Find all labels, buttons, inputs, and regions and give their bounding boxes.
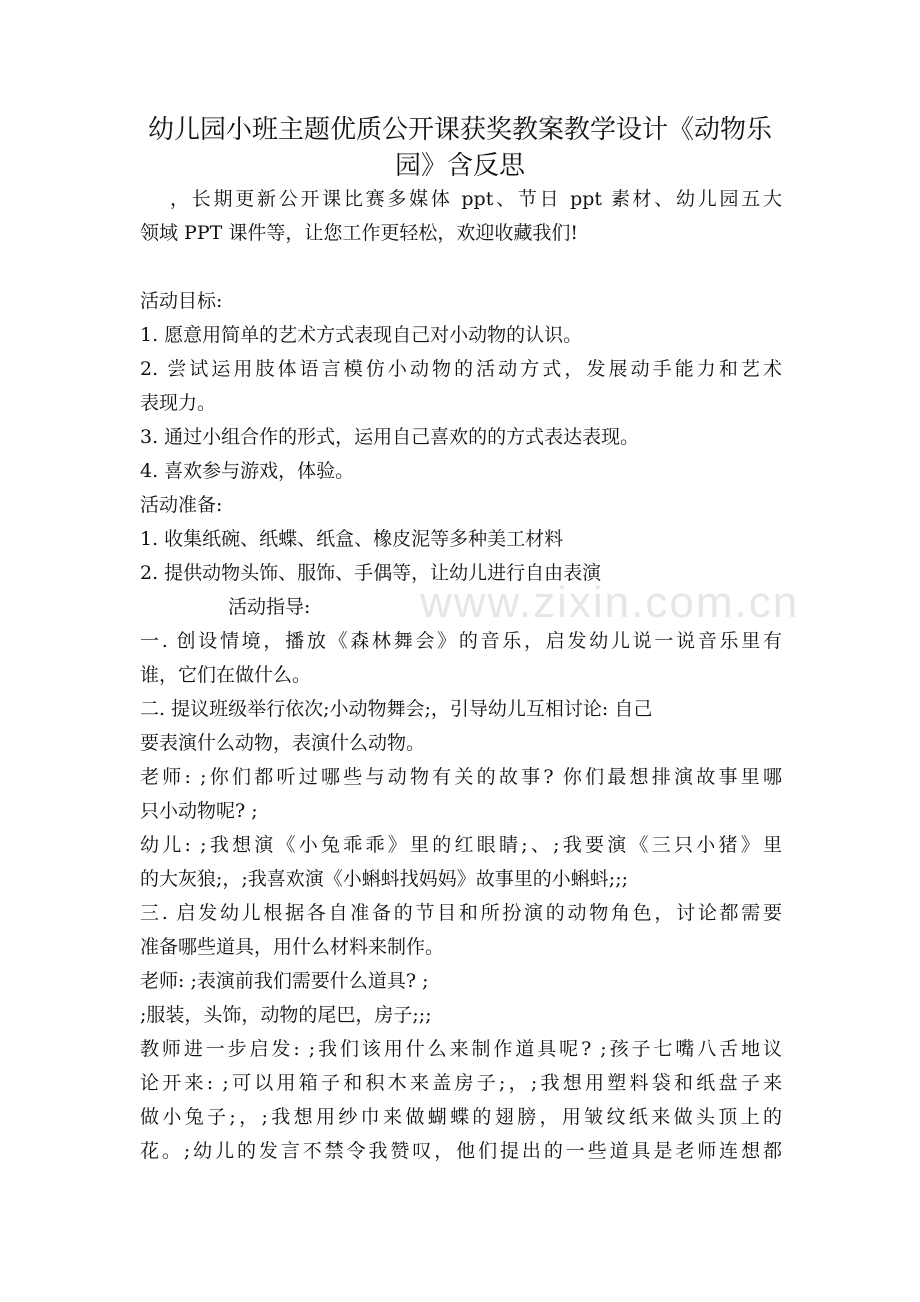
objective-1: 1. 愿意用简单的艺术方式表现自己对小动物的认识。 (140, 324, 583, 346)
objective-2-line-1: 2. 尝试运用肢体语言模仿小动物的活动方式，发展动手能力和艺术 (140, 358, 782, 380)
objective-2-line-2: 表现力。 (140, 392, 217, 414)
guidance-3-line-1: 三. 启发幼儿根据各自准备的节目和所扮演的动物角色，讨论都需要 (140, 902, 782, 924)
teacher-question-line-1: 老师: ;你们都听过哪些与动物有关的故事? 你们最想排演故事里哪 (140, 766, 782, 788)
preparation-2: 2. 提供动物头饰、服饰、手偶等，让幼儿进行自由表演 (140, 562, 602, 584)
guidance-2-line-2: 要表演什么动物，表演什么动物。 (140, 732, 426, 754)
intro-line-1: ，长期更新公开课比赛多媒体 ppt、节日 ppt 素材、幼儿园五大 (170, 188, 782, 210)
objective-4: 4. 喜欢参与游戏，体验。 (140, 460, 355, 482)
objective-3: 3. 通过小组合作的形式，运用自己喜欢的的方式表达表现。 (140, 426, 640, 448)
teacher-question-line-2: 只小动物呢? ; (140, 800, 258, 822)
teacher-prompt-line-4: 花。;幼儿的发言不禁令我赞叹，他们提出的一些道具是老师连想都 (140, 1140, 782, 1162)
teacher-props-question: 老师: ;表演前我们需要什么道具? ; (140, 970, 429, 992)
heading-preparation: 活动准备: (140, 494, 223, 516)
children-answer-line-1: 幼儿: ;我想演《小兔乖乖》里的红眼睛;、;我要演《三只小猪》里 (140, 834, 782, 856)
preparation-1: 1. 收集纸碗、纸蝶、纸盒、橡皮泥等多种美工材料 (140, 528, 564, 550)
guidance-3-line-2: 准备哪些道具，用什么材料来制作。 (140, 936, 445, 958)
title-line-2: 园》含反思 (394, 151, 525, 181)
teacher-prompt-line-2: 论开来: ;可以用箱子和积木来盖房子;，;我想用塑料袋和纸盘子来 (140, 1072, 782, 1094)
intro-line-2: 领域 PPT 课件等，让您工作更轻松，欢迎收藏我们! (140, 222, 578, 244)
guidance-1-line-1: 一. 创设情境，播放《森林舞会》的音乐，启发幼儿说一说音乐里有 (140, 630, 782, 652)
watermark: www.zixin.com.cn (420, 578, 800, 627)
children-answer-line-2: 的大灰狼;，;我喜欢演《小蝌蚪找妈妈》故事里的小蝌蚪;;; (140, 868, 629, 890)
guidance-2-line-1: 二. 提议班级举行依次;小动物舞会;，引导幼儿互相讨论: 自己 (140, 698, 653, 720)
guidance-1-line-2: 谁，它们在做什么。 (140, 664, 312, 686)
document-title (140, 112, 780, 184)
title-line-1: 幼儿园小班主题优质公开课获奖教案教学设计《动物乐 (147, 115, 772, 145)
teacher-prompt-line-3: 做小兔子;，;我想用纱巾来做蝴蝶的翅膀，用皱纹纸来做头顶上的 (140, 1106, 782, 1128)
heading-guidance: 活动指导: (228, 596, 311, 618)
heading-objectives: 活动目标: (140, 290, 223, 312)
props-answer: ;服装，头饰，动物的尾巴，房子;;; (140, 1004, 432, 1026)
teacher-prompt-line-1: 教师进一步启发: ;我们该用什么来制作道具呢? ;孩子七嘴八舌地议 (140, 1038, 782, 1060)
